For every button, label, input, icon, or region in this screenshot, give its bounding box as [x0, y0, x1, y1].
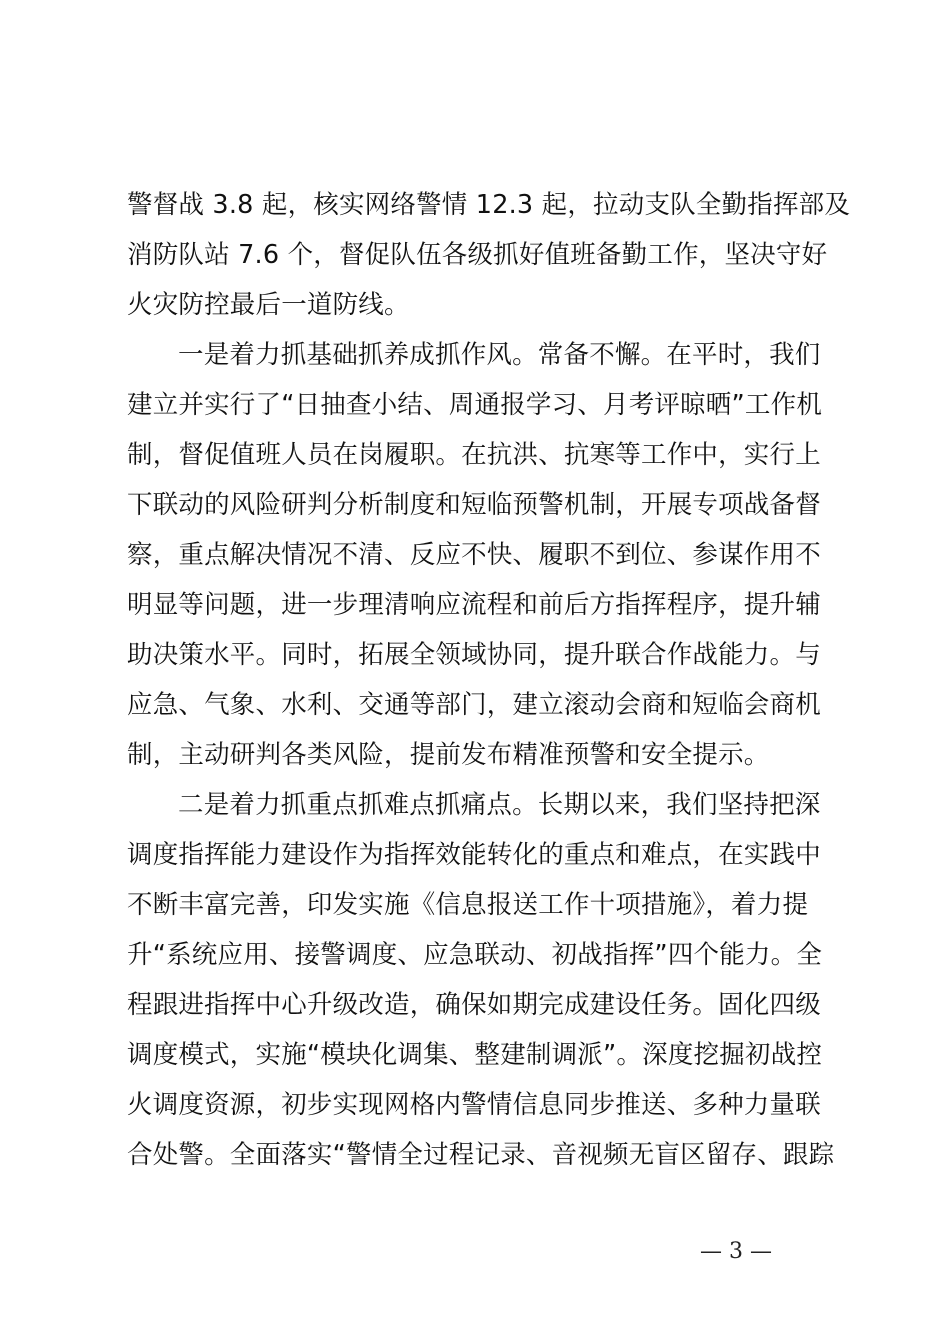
- paragraph-first-line: 一是着力抓基础抓养成抓作风。常备不懈。在平时，我们: [178, 340, 821, 370]
- text-line: 制，督促值班人员在岗履职。在抗洪、抗寒等工作中，实行上: [127, 440, 821, 470]
- text-line: 应急、气象、水利、交通等部门，建立滚动会商和短临会商机: [127, 690, 821, 720]
- text-line: 程跟进指挥中心升级改造，确保如期完成建设任务。固化四级: [127, 990, 821, 1020]
- text-line: 合处警。全面落实“警情全过程记录、音视频无盲区留存、跟踪: [127, 1140, 835, 1170]
- page-number: — 3 —: [700, 1239, 772, 1264]
- text-line: 下联动的风险研判分析制度和短临预警机制，开展专项战备督: [127, 490, 821, 520]
- text-line: 助决策水平。同时，拓展全领域协同，提升联合作战能力。与: [127, 640, 821, 670]
- text-line: 火灾防控最后一道防线。: [127, 290, 410, 320]
- text-line: 明显等问题，进一步理清响应流程和前后方指挥程序，提升辅: [127, 590, 821, 620]
- text-line: 调度指挥能力建设作为指挥效能转化的重点和难点，在实践中: [127, 840, 821, 870]
- text-line: 火调度资源，初步实现网格内警情信息同步推送、多种力量联: [127, 1090, 821, 1120]
- text-line: 察，重点解决情况不清、反应不快、履职不到位、参谋作用不: [127, 540, 821, 570]
- text-line: 调度模式，实施“模块化调集、整建制调派”。深度挖掘初战控: [127, 1040, 823, 1070]
- text-line: 升“系统应用、接警调度、应急联动、初战指挥”四个能力。全: [127, 940, 823, 970]
- text-line: 建立并实行了“日抽查小结、周通报学习、月考评晾晒”工作机: [127, 390, 823, 420]
- text-line: 警督战 3.8 起，核实网络警情 12.3 起，拉动支队全勤指挥部及: [127, 190, 851, 220]
- text-line: 制，主动研判各类风险，提前发布精准预警和安全提示。: [127, 740, 770, 770]
- text-line: 不断丰富完善，印发实施《信息报送工作十项措施》，着力提: [127, 890, 809, 920]
- text-line: 消防队站 7.6 个，督促队伍各级抓好值班备勤工作，坚决守好: [127, 240, 828, 270]
- paragraph-first-line: 二是着力抓重点抓难点抓痛点。长期以来，我们坚持把深: [178, 790, 821, 820]
